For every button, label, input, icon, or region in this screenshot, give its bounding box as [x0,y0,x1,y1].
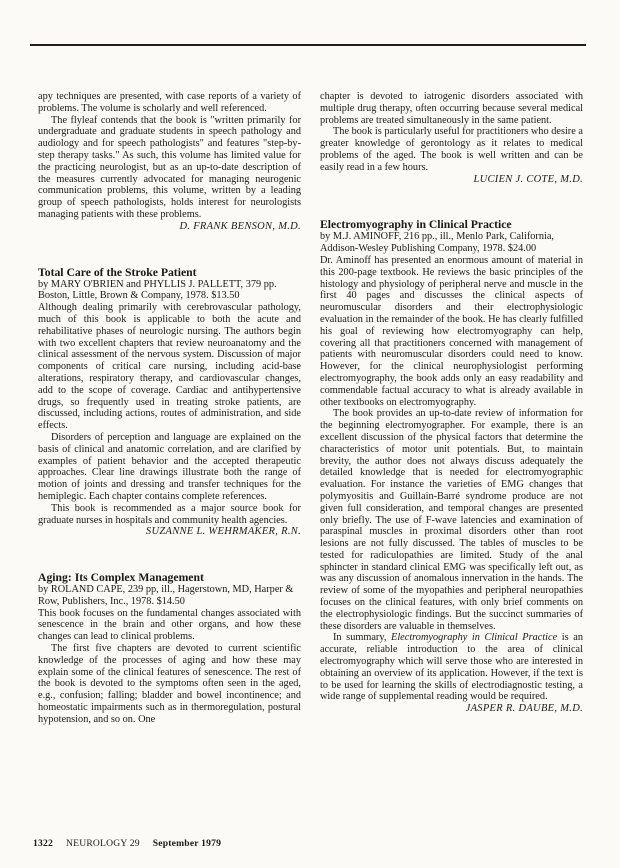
review-paragraph: Although dealing primarily with cerebrovascular pathology, much of this book is applicable to both the acute and rehabilitative phases of neurologic nursing. The authors begin with two excellent chapters that review neuroanatomy and the clinical assessment of the nervous system. Discussion of major components of critical care nursing, including acid-base alterations, respiratory therapy, and cardiovascular changes, add to the scope of coverage. Cardiac and antihypertensive drugs, so frequently used in treating stroke patients, are discussed, including actions, routes of administration, and side effects. [38,302,301,432]
book-title-italic: Electromyography in Clinical Practice [391,632,558,644]
review-paragraph: The book is particularly useful for practitioners who desire a greater knowledge of gerontology as it relates to medical problems of the aged. The book is well written and can be easily read in a few hours. [320,126,583,173]
reviewer-signature: LUCIEN J. COTE, M.D. [473,173,583,185]
reviewer-signature: SUZANNE L. WEHRMAKER, R.N. [145,526,301,538]
summary-suffix: is an accurate, reliable introduction to the area of clinical electromyography which will serve those who are interested in obtaining an overview of its application. However, if the text is to be used for learning the skills of electrodiagnostic testing, a wide range of supplemental reading would be required. [320,632,583,703]
review-continuation-speech [38,91,301,233]
review-citation: by MARY O'BRIEN and PHYLLIS J. PALLETT, 379 pp. Boston, Little, Brown & Company, 1978. $13.50 [38,278,277,302]
review-title: Aging: Its Complex Management [38,571,204,585]
review-paragraph: The flyleaf contends that the book is "written primarily for undergraduate and graduate students in speech pathology and audiology and for speech pathologists" and features "step-by-step therapy tasks." As such, this volume has limited value for the practicing neurologist, but as an up-to-date description of the measures currently advocated for managing neurogenic communication problems, this volume, written by a leading group of speech pathologists, holds interest for neurologists managing patients with these problems. [38,114,301,220]
top-rule [30,44,586,46]
review-title: Total Care of the Stroke Patient [38,265,197,279]
review-paragraph: This book focuses on the fundamental changes associated with senescence in the brain and other organs, and how these changes can lead to clinical problems. [38,607,301,643]
page-footer [33,838,221,849]
review-electromyography [320,218,583,715]
review-stroke-patient [38,266,301,539]
review-citation: by ROLAND CAPE, 239 pp, ill., Hagerstown, MD, Harper & Row, Publishers, Inc., 1978. $14.50 [38,584,294,607]
review-paragraph: chapter is devoted to iatrogenic disorders associated with multiple drug therapy, often occurring because several medical problems are treated simultaneously in the same patient. [320,91,583,126]
review-paragraph: The book provides an up-to-date review of information for the beginning electromyographer. For example, there is an excellent discussion of the physical factors that determine the characteristics of motor unit potentials. But, to maintain brevity, the author does not always discuss adequately the detailed knowledge that is needed for electromyographic evaluation. For instance the varieties of EMG changes that polymyositis and Guillain-Barré syndrome produce are not given full consideration, and temporal changes are presented only briefly. The use of F-wave latencies and examination of paraspinal muscles in proximal disorders other than root lesions are not fully discussed. The tables of muscles to be tested for radiculopathies are limited. Study of the anal sphincter in standard clinical EMG was specifically left out, as was any discussion of anomalous innervation in the hands. The review of some of the myopathies and peripheral neuropathies focuses on the clinical features, with only brief comments on the electrophysiologic findings. But the succinct summaries of these disorders are valuable in themselves. [320,408,583,632]
summary-prefix: In summary, [333,632,392,644]
review-paragraph: apy techniques are presented, with case reports of a variety of problems. The volume is scholarly and well referenced. [38,91,301,114]
review-continuation-aging [320,91,583,185]
review-paragraph: Disorders of perception and language are explained on the basis of clinical and anatomic correlation, and are clarified by examples of patient behavior and the accepted therapeutic approaches. Clear line drawings illustrate both the range of motion of joints and dressing and transfer techniques for the hemiplegic. Each chapter contains complete references. [38,431,301,502]
right-column [320,91,583,726]
review-citation: by M.J. AMINOFF, 216 pp., ill., Menlo Park, California, Addison-Wesley Publishing Company, 1978. $24.00 [320,231,555,255]
reviewer-signature: JASPER R. DAUBE, M.D. [465,703,583,715]
review-aging [38,571,301,726]
review-title: Electromyography in Clinical Practice [320,218,512,232]
reviewer-signature: D. FRANK BENSON, M.D. [179,220,301,232]
review-paragraph: Dr. Aminoff has presented an enormous amount of material in this 200-page textbook. He reviews the basic principles of the histology and physiology of peripheral nerve and muscle in the first 40 pages and discusses the clinical aspects of neuromuscular disorders and their electrophysiologic evaluation in the remainder of the book. He has clearly fulfilled his goal of reviewing how electromyography can help, covering all that practitioners concerned with management of patients with neuromuscular disorders could need to know. However, for the clinical neurophysiologist performing electromyography, the book adds only an easy readability and commendable factual accuracy to what is already available in other textbooks on electromyography. [320,254,583,408]
journal-name: NEUROLOGY 29 [66,838,140,849]
text-columns [38,91,583,726]
page-number: 1322 [33,838,53,849]
review-paragraph: This book is recommended as a major source book for graduate nurses in hospitals and community health agencies. [38,502,301,526]
issue-date: September 1979 [152,838,222,849]
left-column [38,91,301,726]
review-paragraph-summary [320,632,583,703]
review-paragraph: The first five chapters are devoted to current scientific knowledge of the processes of aging and how these may explain some of the clinical features of senescence. The rest of the book is devoted to the symptoms often seen in the aged, e.g., confusion; falling; bladder and bowel incontinence; and homeostatic impairments such as in thermoregulation, postural hypotension, and so on. One [38,643,301,725]
